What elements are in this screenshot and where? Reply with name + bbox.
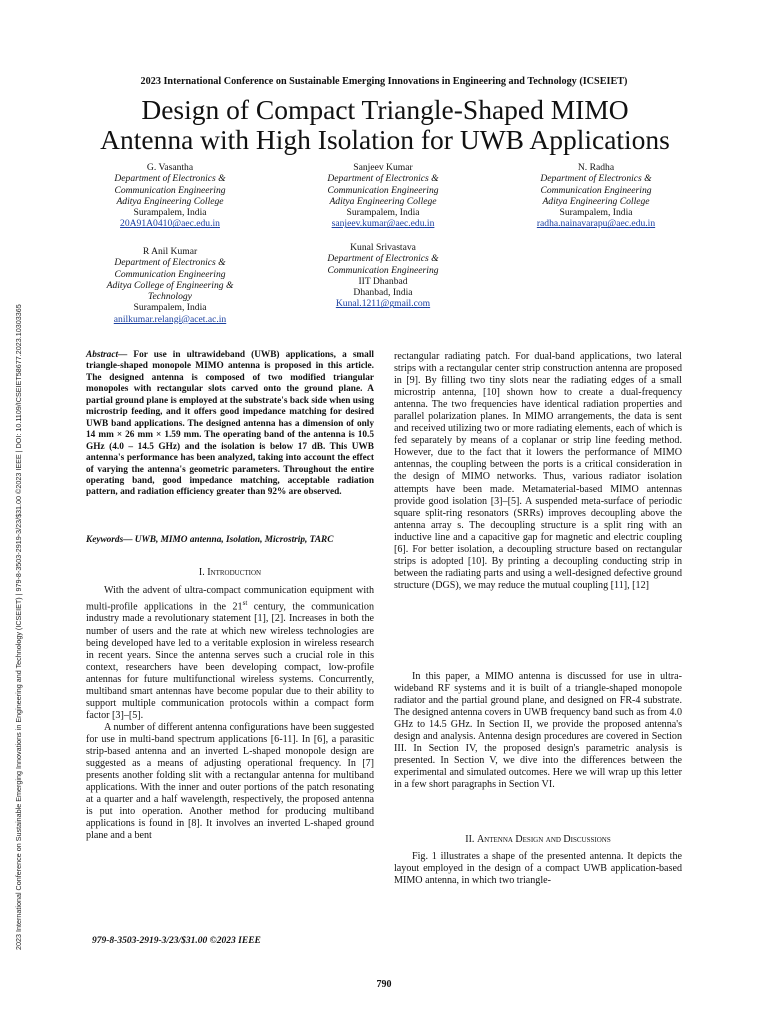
intro-p1-sup: st: [242, 599, 248, 608]
section-number: II.: [465, 834, 477, 845]
section-heading-antenna-design: [394, 834, 682, 845]
author-dept: Communication Engineering: [114, 184, 226, 196]
author-block-2: [293, 162, 473, 230]
author-name: N. Radha: [577, 162, 615, 173]
author-email[interactable]: Kunal.1211@gmail.com: [335, 298, 431, 310]
section-number: I.: [198, 567, 208, 578]
paper-title: [60, 95, 710, 155]
left-column-body: [86, 585, 374, 842]
author-block-4: [80, 246, 260, 325]
author-block-3: [506, 162, 686, 230]
doi-sidebar: [4, 160, 24, 960]
abstract: [86, 350, 374, 499]
section-title: Introduction: [207, 567, 262, 578]
author-city: Surampalem, India: [133, 302, 207, 314]
conference-header: 2023 International Conference on Sustainable Emerging Innovations in Engineering and Technology (ICSEIET): [140, 76, 628, 87]
author-name: G. Vasantha: [146, 162, 194, 173]
intro-p1-text: With the advent of ultra-compact communication equipment with multi-profile applications in the 21: [86, 585, 374, 613]
author-block-5: [293, 242, 473, 310]
intro-paragraph-1: [86, 585, 374, 722]
author-college: Aditya Engineering College: [542, 195, 650, 207]
author-dept: Communication Engineering: [327, 264, 439, 276]
author-college: Aditya College of Engineering &: [106, 279, 234, 291]
abstract-dash: —: [118, 350, 134, 360]
author-name: R Anil Kumar: [142, 246, 198, 257]
right-paragraph-2: In this paper, a MIMO antenna is discussed for use in ultra-wideband RF systems and it is built of a triangle-shaped monopole radiator and the partial ground plane, and designed on FR-4 substrate. The designed antenna covers in UWB frequency band such as from 4.0 GHz to 14.5 GHz. In Section II, we provide the proposed antenna's design and analysis. Antenna design procedures are covered in Section III. In Section IV, the proposed design's parametric analysis is presented. In Section V, we dive into the differences between the experimental and simulated outcomes. Here we will wrap up this letter in a few short paragraphs in Section VI.: [394, 671, 682, 791]
keywords: Keywords— UWB, MIMO antenna, Isolation, Microstrip, TARC: [86, 535, 334, 545]
intro-p1-text-cont: century, the communication industry made a revolutionary statement [1], [2]. Increases in both the number of users and the rate at which new wireless technologies are being developed have led to a veritable explosion in wireless research in recent years. Since the antenna serves such a crucial role in this context, researchers have been developing compact, low-profile antennas for future multifunctional wireless systems. Concurrently, multiband smart antennas have become popular due to their ability to support multiple communication protocols within a compact form factor [3]–[5].: [86, 601, 374, 721]
abstract-body: For use in ultrawideband (UWB) applications, a small triangle-shaped monopole MIMO antenna is proposed in this article. The designed antenna is composed of two modified triangular monopoles with rectangular slots carved onto the ground plane. A partial ground plane is employed at the substrate's back side when using microstrip feeding, and it offers good impedance matching for desired UWB band applications. The designed antenna has a dimension of only 14 mm × 26 mm × 1.59 mm. The operating band of the antenna is 10.5 GHz (4.0 – 14.5 GHz) and the isolation is below 17 dB. This UWB antenna's performance has been analyzed, taking into account the effect of varying the antenna's geometric parameters. Throughout the entire operating band, good impedance matching, acceptable radiation pattern, and radiation efficiency greater than 92% are observed.: [86, 350, 374, 498]
author-dept: Communication Engineering: [540, 184, 652, 196]
author-name: Sanjeev Kumar: [353, 162, 413, 173]
author-dept: Department of Electronics &: [114, 173, 226, 185]
abstract-label: Abstract: [86, 350, 119, 360]
author-dept: Department of Electronics &: [327, 253, 439, 265]
author-city: Dhanbad, India: [353, 287, 413, 299]
page-number: 790: [376, 979, 392, 990]
author-block-1: [80, 162, 260, 230]
right-paragraph-3: Fig. 1 illustrates a shape of the presented antenna. It depicts the layout employed in the design of a compact UWB application-based MIMO antenna, in which two triangle-: [394, 851, 682, 887]
intro-paragraph-2: A number of different antenna configurations have been suggested for use in multi-band spectrum applications [6-11]. In [6], a parasitic strip-based antenna and an inverted L-shaped monopole design are suggested as a means of adjusting operational frequency. In [7] presents another folding slit with a rectangular antenna for multiband applications. With the inner and outer portions of the patch resonating at a quarter and a half wavelength, respectively, the proposed antenna is put into operation. Another method for producing multiband applications is found in [8]. It involves an inverted L-shaped ground plane and a bent: [86, 721, 374, 842]
right-column-body: [394, 351, 682, 592]
right-column-body-2: [394, 671, 682, 791]
author-name: Kunal Srivastava: [350, 242, 416, 253]
section-heading-introduction: [86, 567, 374, 578]
right-paragraph-1: rectangular radiating patch. For dual-band applications, two lateral strips with a rectangular center strip construction antenna are proposed in [9]. By filling two tiny slots near the radiating edges of a small microstrip antenna, [10] shown how to create a dual-frequency antenna. The two frequencies have identical radiation properties and parallel polarization planes. In MIMO arrangements, the data is sent and received utilizing two or more radiating elements, each of which is fed separately by means of a coplanar or strip line feeding method. However, due to the fact that it lowers the performance of MIMO antennas, the coupling between the ports is a critical consideration in the design of MIMO networks. Thus, various radiator isolation attempts have been made. Metamaterial-based MIMO antennas provide good isolation [3]–[5]. A suspended meta-surface of periodic square split-ring resonators (SRRs) improves decoupling above the antenna array s. The decoupling structure is a split ring with an inductive line and a capacitive gap for magnetic and electric coupling [6]. For better isolation, a decoupling structure based on rectangular strips is adopted [10]. By printing a decoupling conducting strip in between the radiating parts and using a well-designed defective ground structure (DGS), we may reduce the mutual coupling [11], [12]: [394, 351, 682, 591]
title-line-2: Antenna with High Isolation for UWB Applications: [100, 124, 670, 155]
author-dept: Department of Electronics &: [540, 173, 652, 185]
author-dept: Department of Electronics &: [114, 257, 226, 269]
author-college: IIT Dhanbad: [358, 275, 408, 287]
author-city: Surampalem, India: [346, 207, 420, 219]
author-email[interactable]: 20A91A0410@aec.edu.in: [120, 218, 220, 230]
author-email[interactable]: sanjeev.kumar@aec.edu.in: [331, 218, 435, 230]
right-column-body-3: [394, 851, 682, 887]
author-dept: Communication Engineering: [114, 268, 226, 280]
section-title: Antenna Design and Discussions: [476, 834, 611, 845]
author-city: Surampalem, India: [559, 207, 633, 219]
author-college: Technology: [148, 291, 192, 303]
isbn-footer: 979-8-3503-2919-3/23/$31.00 ©2023 IEEE: [92, 936, 261, 946]
author-college: Aditya Engineering College: [116, 195, 224, 207]
author-email[interactable]: radha.nainavarapu@aec.edu.in: [536, 218, 656, 230]
author-dept: Communication Engineering: [327, 184, 439, 196]
author-email[interactable]: anilkumar.relangi@acet.ac.in: [113, 313, 227, 325]
title-line-1: Design of Compact Triangle-Shaped MIMO: [141, 94, 629, 125]
author-city: Surampalem, India: [133, 207, 207, 219]
author-college: Aditya Engineering College: [329, 195, 437, 207]
author-dept: Department of Electronics &: [327, 173, 439, 185]
doi-sidebar-text: 2023 International Conference on Sustainable Emerging Innovations in Engineering and Technology (ICSEIET) | 979-8-3503-2919-3/23/$31.00 ©2023 IEEE | DOI: 10.1109/ICSEIET58677.2023.10303365: [14, 304, 23, 950]
